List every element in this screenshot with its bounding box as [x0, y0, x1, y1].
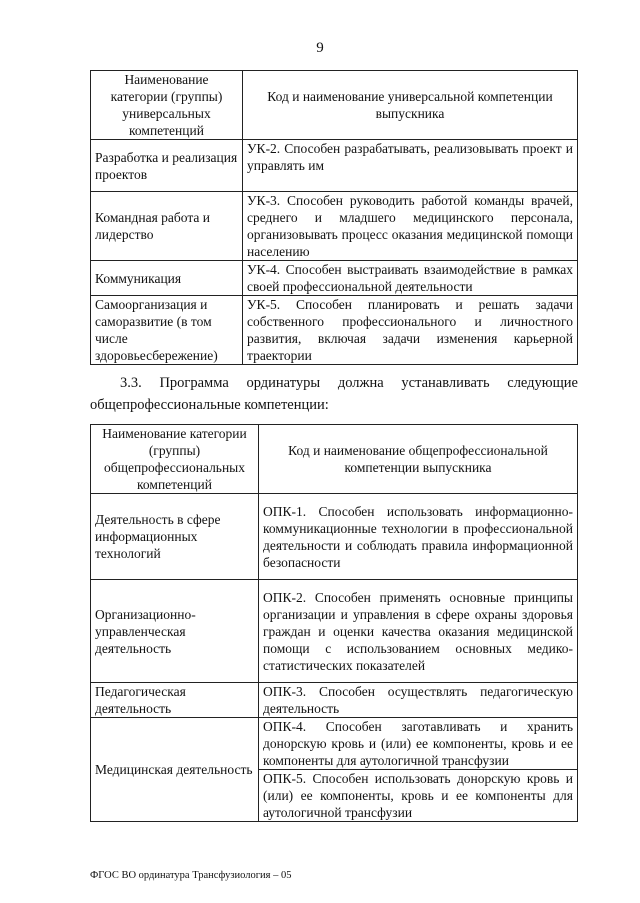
competency-cell: ОПК-4. Способен заготавливать и хранить донорскую кровь и (или) ее компоненты, кровь и ее компоненты для аутологичной трансфузии [259, 718, 578, 770]
table-row [91, 261, 578, 296]
table-row [91, 683, 578, 718]
competency-cell: ОПК-5. Способен использовать донорскую кровь и (или) ее компоненты, кровь и ее компоненты для аутологичной трансфузии [259, 770, 578, 822]
paragraph-text: 3.3. Программа ординатуры должна устанавливать следующие общепрофессиональные компетенции: [90, 375, 578, 413]
competency-cell: УК-4. Способен выстраивать взаимодействие в рамках своей профессиональной деятельности [243, 261, 578, 296]
table-row [91, 192, 578, 261]
header-code: Код и наименование общепрофессиональной компетенции выпускника [259, 425, 578, 494]
page-number: 9 [316, 40, 324, 56]
category-cell: Самоорганизация и саморазвитие (в том числе здоровьесбережение) [91, 296, 243, 365]
category-cell: Деятельность в сфере информационных технологий [91, 494, 259, 580]
universal-competencies-table [90, 70, 578, 365]
competency-cell: УК-2. Способен разрабатывать, реализовывать проект и управлять им [243, 140, 578, 192]
competency-cell: ОПК-1. Способен использовать информационно-коммуникационные технологии в профессиональной деятельности и соблюдать правила информационной безопасности [259, 494, 578, 580]
table-row [91, 580, 578, 683]
table-row [91, 718, 578, 770]
general-competencies-table [90, 424, 578, 822]
competency-cell: УК-5. Способен планировать и решать задачи собственного профессионального и личностного развития, включая задачи изменения карьерной траектории [243, 296, 578, 365]
table-header-row [91, 425, 578, 494]
header-category: Наименование категории (группы) общепрофессиональных компетенций [91, 425, 259, 494]
header-category: Наименование категории (группы) универсальных компетенций [91, 71, 243, 140]
competency-cell: ОПК-3. Способен осуществлять педагогическую деятельность [259, 683, 578, 718]
table-row [91, 494, 578, 580]
category-cell: Командная работа и лидерство [91, 192, 243, 261]
category-cell: Разработка и реализация проектов [91, 140, 243, 192]
document-footer: ФГОС ВО ординатура Трансфузиология – 05 [90, 870, 292, 881]
table-row [91, 296, 578, 365]
category-cell: Коммуникация [91, 261, 243, 296]
category-cell: Медицинская деятельность [91, 718, 259, 822]
header-code: Код и наименование универсальной компетенции выпускника [243, 71, 578, 140]
section-paragraph [90, 372, 578, 416]
competency-cell: ОПК-2. Способен применять основные принципы организации и управления в сфере охраны здоровья граждан и оценки качества оказания медицинской помощи с использованием основных медико-статистических показателей [259, 580, 578, 683]
competency-cell: УК-3. Способен руководить работой команды врачей, среднего и младшего медицинского персонала, организовывать процесс оказания медицинской помощи населению [243, 192, 578, 261]
table-row [91, 140, 578, 192]
category-cell: Педагогическая деятельность [91, 683, 259, 718]
category-cell: Организационно-управленческая деятельность [91, 580, 259, 683]
table-header-row [91, 71, 578, 140]
